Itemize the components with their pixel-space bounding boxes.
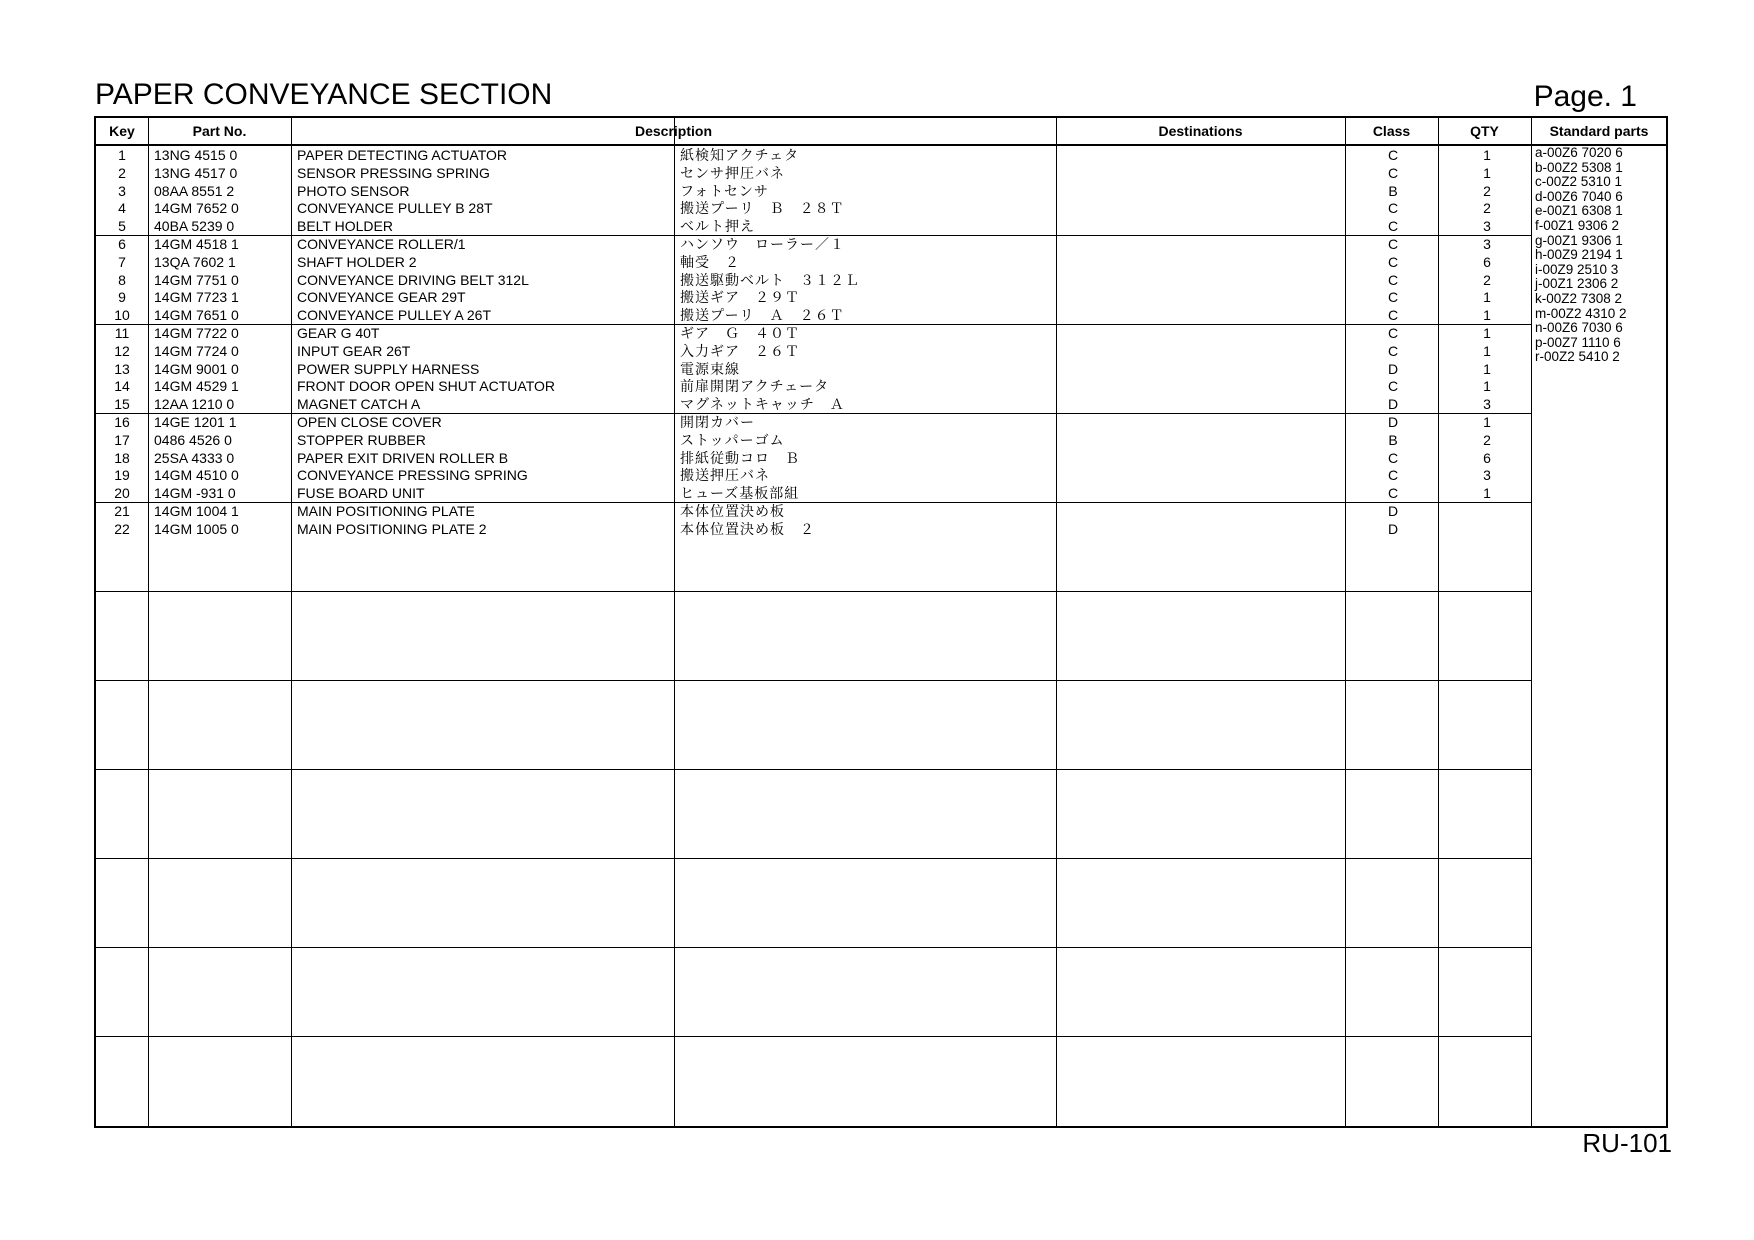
row-description-en: GEAR G 40T xyxy=(297,325,380,341)
row-part-no: 0486 4526 0 xyxy=(154,431,232,448)
row-key: 14 xyxy=(114,378,130,395)
row-class: D xyxy=(1387,414,1399,430)
row-class: C xyxy=(1387,253,1399,270)
standard-part-item: c-00Z2 5310 1 xyxy=(1535,174,1623,190)
standard-part-item: e-00Z1 6308 1 xyxy=(1535,203,1623,219)
row-part-no: 14GM 7722 0 xyxy=(154,325,239,341)
row-key: 1 xyxy=(118,147,126,163)
row-description-en: SENSOR PRESSING SPRING xyxy=(297,164,490,181)
document-code: RU-101 xyxy=(1582,1128,1672,1158)
row-description-en: STOPPER RUBBER xyxy=(297,431,426,448)
row-qty: 2 xyxy=(1483,271,1491,288)
col-header-description: Description xyxy=(634,123,712,139)
row-description-jp: 搬送押圧バネ xyxy=(680,467,770,484)
divider-destinations xyxy=(1345,118,1346,1126)
parts-table xyxy=(94,116,1668,1128)
row-key: 22 xyxy=(114,520,130,537)
row-qty: 2 xyxy=(1483,200,1491,217)
row-description-jp: 搬送駆動ベルト ３１２Ｌ xyxy=(680,271,860,288)
row-class: D xyxy=(1387,520,1399,537)
row-key: 8 xyxy=(118,271,126,288)
row-description-jp: 搬送プーリ Ｂ ２８Ｔ xyxy=(680,200,845,217)
col-header-standard-parts: Standard parts xyxy=(1549,123,1649,139)
row-class: C xyxy=(1387,325,1399,341)
row-key: 4 xyxy=(118,200,126,217)
row-class: C xyxy=(1387,467,1399,484)
row-qty: 1 xyxy=(1483,342,1491,359)
row-key: 2 xyxy=(118,164,126,181)
row-class: C xyxy=(1387,218,1399,235)
row-part-no: 13QA 7602 1 xyxy=(154,253,236,270)
row-key: 6 xyxy=(118,236,126,252)
divider-desc-jp xyxy=(1056,118,1057,1126)
row-class: D xyxy=(1387,360,1399,377)
row-part-no: 14GM 9001 0 xyxy=(154,360,239,377)
row-description-jp: 入力ギア ２６Ｔ xyxy=(680,342,800,359)
row-qty: 1 xyxy=(1483,325,1491,341)
row-description-jp: 開閉カバー xyxy=(680,414,755,430)
row-description-en: INPUT GEAR 26T xyxy=(297,342,411,359)
row-key: 15 xyxy=(114,396,130,413)
row-part-no: 14GE 1201 1 xyxy=(154,414,237,430)
row-part-no: 14GM 1004 1 xyxy=(154,503,239,519)
row-description-en: CONVEYANCE PULLEY A 26T xyxy=(297,307,492,324)
standard-part-item: k-00Z2 7308 2 xyxy=(1535,290,1623,306)
group-separator-9 xyxy=(96,947,1531,948)
row-key: 12 xyxy=(114,342,130,359)
row-part-no: 12AA 1210 0 xyxy=(154,396,235,413)
row-description-jp: センサ押圧バネ xyxy=(680,164,785,181)
row-description-jp: フォトセンサ xyxy=(680,182,769,199)
row-class: C xyxy=(1387,485,1399,502)
row-description-jp: ギア Ｇ ４０Ｔ xyxy=(680,325,800,341)
row-part-no: 25SA 4333 0 xyxy=(154,449,235,466)
row-description-en: BELT HOLDER xyxy=(297,218,393,235)
row-class: C xyxy=(1387,449,1399,466)
row-description-en: CONVEYANCE PRESSING SPRING xyxy=(297,467,528,484)
row-class: C xyxy=(1387,271,1399,288)
row-class: C xyxy=(1387,378,1399,395)
row-qty: 2 xyxy=(1483,182,1491,199)
section-title: PAPER CONVEYANCE SECTION xyxy=(95,78,553,111)
row-description-jp: ストッパーゴム xyxy=(680,431,785,448)
row-class: C xyxy=(1387,164,1399,181)
row-description-en: MAIN POSITIONING PLATE xyxy=(297,503,475,519)
standard-parts-list xyxy=(1535,146,1627,365)
row-description-jp: マグネットキャッチ Ａ xyxy=(680,396,845,413)
row-class: D xyxy=(1387,503,1399,519)
page-number: Page. 1 xyxy=(1533,80,1637,113)
col-header-destinations: Destinations xyxy=(1158,123,1243,139)
standard-part-item: n-00Z6 7030 6 xyxy=(1535,320,1623,336)
row-qty: 3 xyxy=(1483,396,1491,413)
row-qty: 1 xyxy=(1483,307,1491,324)
row-description-jp: 排紙従動コロ Ｂ xyxy=(680,449,800,466)
row-qty: 1 xyxy=(1483,164,1491,181)
row-part-no: 14GM 1005 0 xyxy=(154,520,239,537)
row-description-en: CONVEYANCE GEAR 29T xyxy=(297,289,466,306)
row-qty: 1 xyxy=(1483,360,1491,377)
row-description-jp: 紙検知アクチェタ xyxy=(680,147,800,163)
row-qty: 1 xyxy=(1483,147,1491,163)
divider-class xyxy=(1438,118,1439,1126)
row-part-no: 14GM 7652 0 xyxy=(154,200,239,217)
row-description-en: MAGNET CATCH A xyxy=(297,396,421,413)
row-qty: 3 xyxy=(1483,218,1491,235)
row-part-no: 14GM 7651 0 xyxy=(154,307,239,324)
group-separator-5 xyxy=(96,591,1531,592)
row-key: 5 xyxy=(118,218,126,235)
row-description-en: CONVEYANCE PULLEY B 28T xyxy=(297,200,493,217)
row-part-no: 14GM 7724 0 xyxy=(154,342,239,359)
row-key: 7 xyxy=(118,253,126,270)
row-description-en: POWER SUPPLY HARNESS xyxy=(297,360,480,377)
row-description-en: FRONT DOOR OPEN SHUT ACTUATOR xyxy=(297,378,555,395)
row-key: 16 xyxy=(114,414,130,430)
row-description-jp: ベルト押え xyxy=(680,218,755,235)
row-part-no: 14GM 7751 0 xyxy=(154,271,239,288)
row-class: B xyxy=(1388,182,1398,199)
group-separator-7 xyxy=(96,769,1531,770)
row-description-en: MAIN POSITIONING PLATE 2 xyxy=(297,520,487,537)
row-key: 10 xyxy=(114,307,130,324)
group-separator-8 xyxy=(96,858,1531,859)
row-class: D xyxy=(1387,396,1399,413)
row-part-no: 08AA 8551 2 xyxy=(154,182,235,199)
standard-part-item: b-00Z2 5308 1 xyxy=(1535,159,1623,175)
row-description-jp: 本体位置決め板 ２ xyxy=(680,520,815,537)
row-description-en: CONVEYANCE DRIVING BELT 312L xyxy=(297,271,529,288)
row-class: C xyxy=(1387,342,1399,359)
row-key: 17 xyxy=(114,431,130,448)
standard-part-item: m-00Z2 4310 2 xyxy=(1535,305,1627,321)
col-header-class: Class xyxy=(1372,123,1411,139)
row-description-jp: 搬送ギア ２９Ｔ xyxy=(680,289,800,306)
standard-part-item: h-00Z9 2194 1 xyxy=(1535,247,1623,263)
row-key: 20 xyxy=(114,485,130,502)
row-class: B xyxy=(1388,431,1398,448)
row-class: C xyxy=(1387,236,1399,252)
row-key: 21 xyxy=(114,503,130,519)
row-description-en: PAPER DETECTING ACTUATOR xyxy=(297,147,508,163)
group-separator-10 xyxy=(96,1036,1531,1037)
row-key: 19 xyxy=(114,467,130,484)
row-description-jp: 軸受 ２ xyxy=(680,253,740,270)
row-qty: 1 xyxy=(1483,378,1491,395)
row-description-en: OPEN CLOSE COVER xyxy=(297,414,442,430)
row-class: C xyxy=(1387,200,1399,217)
row-key: 3 xyxy=(118,182,126,199)
row-qty: 6 xyxy=(1483,253,1491,270)
standard-part-item: r-00Z2 5410 2 xyxy=(1535,349,1620,365)
row-description-jp: 搬送プーリ Ａ ２６Ｔ xyxy=(680,307,845,324)
row-description-jp: ヒューズ基板部組 xyxy=(680,485,800,502)
row-part-no: 13NG 4515 0 xyxy=(154,147,238,163)
row-description-jp: 本体位置決め板 xyxy=(680,503,785,519)
divider-part xyxy=(291,118,292,1126)
row-qty: 1 xyxy=(1483,289,1491,306)
row-description-en: CONVEYANCE ROLLER/1 xyxy=(297,236,466,252)
standard-part-item: g-00Z1 9306 1 xyxy=(1535,232,1623,248)
row-description-jp: ハンソウ ローラー／１ xyxy=(680,236,845,252)
row-description-jp: 前扉開閉アクチェータ xyxy=(680,378,830,395)
row-class: C xyxy=(1387,307,1399,324)
standard-part-item: p-00Z7 1110 6 xyxy=(1535,334,1621,350)
row-part-no: 14GM 7723 1 xyxy=(154,289,239,306)
row-qty: 6 xyxy=(1483,449,1491,466)
row-description-en: FUSE BOARD UNIT xyxy=(297,485,425,502)
row-class: C xyxy=(1387,289,1399,306)
col-header-key: Key xyxy=(109,123,135,139)
row-description-en: PAPER EXIT DRIVEN ROLLER B xyxy=(297,449,509,466)
row-key: 13 xyxy=(114,360,130,377)
row-part-no: 14GM 4518 1 xyxy=(154,236,239,252)
row-qty: 3 xyxy=(1483,467,1491,484)
row-qty: 2 xyxy=(1483,431,1491,448)
row-class: C xyxy=(1387,147,1399,163)
row-qty: 1 xyxy=(1483,485,1491,502)
row-key: 11 xyxy=(114,325,130,341)
standard-part-item: f-00Z1 9306 2 xyxy=(1535,217,1620,233)
standard-part-item: d-00Z6 7040 6 xyxy=(1535,188,1623,204)
group-separator-6 xyxy=(96,680,1531,681)
row-part-no: 40BA 5239 0 xyxy=(154,218,235,235)
row-key: 18 xyxy=(114,449,130,466)
standard-part-item: j-00Z1 2306 2 xyxy=(1535,276,1619,292)
row-part-no: 14GM -931 0 xyxy=(154,485,236,502)
divider-desc-en xyxy=(674,118,675,1126)
col-header-part-no: Part No. xyxy=(192,123,247,139)
row-key: 9 xyxy=(118,289,126,306)
row-description-en: PHOTO SENSOR xyxy=(297,182,410,199)
row-qty: 1 xyxy=(1483,414,1491,430)
row-part-no: 14GM 4529 1 xyxy=(154,378,239,395)
standard-part-item: i-00Z9 2510 3 xyxy=(1535,261,1619,277)
row-part-no: 14GM 4510 0 xyxy=(154,467,239,484)
divider-key xyxy=(148,118,149,1126)
standard-part-item: a-00Z6 7020 6 xyxy=(1535,145,1623,160)
row-part-no: 13NG 4517 0 xyxy=(154,164,238,181)
col-header-qty: QTY xyxy=(1470,123,1499,139)
row-description-en: SHAFT HOLDER 2 xyxy=(297,253,417,270)
row-qty: 3 xyxy=(1483,236,1491,252)
row-description-jp: 電源束線 xyxy=(680,360,740,377)
